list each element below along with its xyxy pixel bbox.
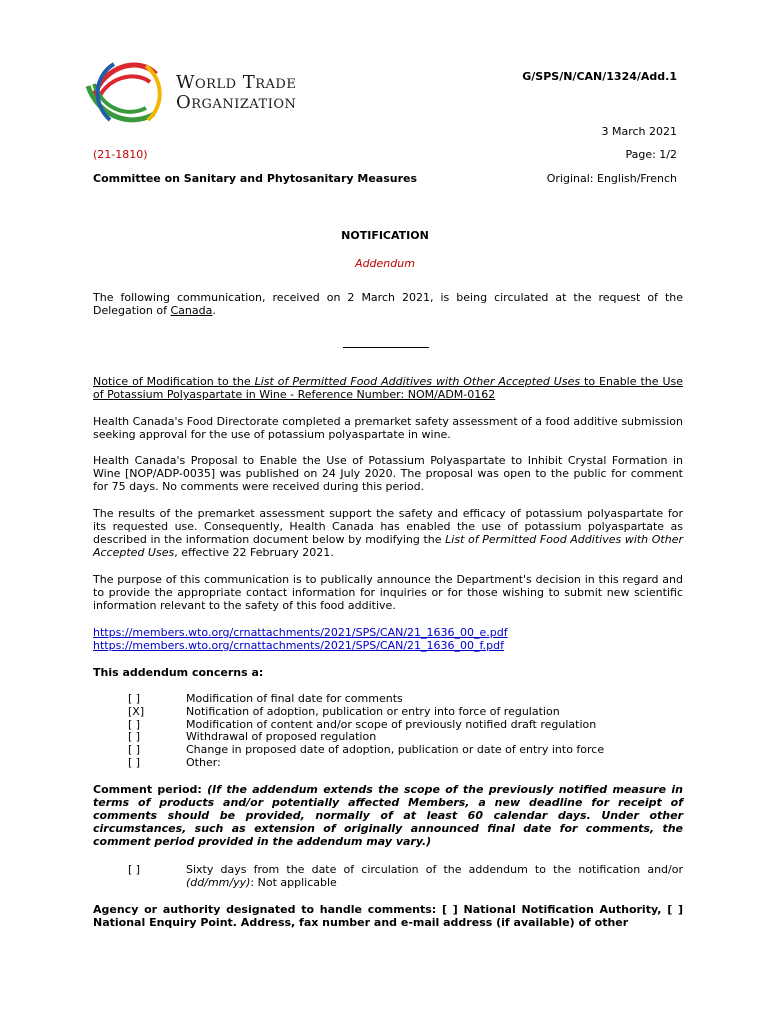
intro-end: . — [212, 304, 216, 317]
notice-suffix: to Enable the Use of Potassium Polyaspartate in Wine - Reference Number: NOM/ADM-0162 — [93, 375, 683, 401]
committee-name: Committee on Sanitary and Phytosanitary Measures — [93, 172, 418, 185]
checkbox: [ ] — [128, 743, 141, 757]
page-title: NOTIFICATION — [341, 229, 429, 242]
notice-prefix: Notice of Modification to the — [93, 375, 255, 388]
document-symbol: G/SPS/N/CAN/1324/Add.1 — [522, 70, 677, 83]
page-subtitle: Addendum — [355, 257, 415, 270]
checklist-label: Modification of content and/or scope of previously notified draft regulation — [186, 717, 597, 731]
checkbox: [ ] — [128, 692, 141, 705]
checklist-item — [128, 757, 604, 770]
checklist-item — [128, 706, 604, 719]
agency-paragraph: Agency or authority designated to handle comments: [ ] National Notification Authority, [ ] National Enquiry Point. Address, fax number and e-mail address (if available) of other — [93, 903, 683, 929]
checkbox: [ ] — [128, 730, 141, 744]
checklist-label: Other: — [186, 755, 221, 769]
p3-end: , effective 22 February 2021. — [174, 546, 334, 559]
checklist-label: Notification of adoption, publication or entry into force of regulation — [186, 704, 560, 718]
org-name-line2: Organization — [176, 92, 297, 113]
sixty-days-label: Sixty days from the date of circulation of the addendum to the notification and/or — [186, 863, 683, 876]
body-paragraph-1: Health Canada's Food Directorate completed a premarket safety assessment of a food additive submission seeking approval for the use of potassium polyaspartate in wine. — [93, 415, 683, 441]
checklist-label: Modification of final date for comments — [186, 692, 403, 705]
checklist-label: Change in proposed date of adoption, publication or date of entry into force — [186, 743, 605, 757]
intro-paragraph — [93, 291, 683, 317]
checklist-label: Withdrawal of proposed regulation — [186, 730, 377, 744]
page-number: Page: 1/2 — [625, 148, 677, 161]
separator-line — [343, 347, 429, 348]
sixty-days-text — [186, 863, 683, 889]
notice-list-name: List of Permitted Food Additives with Other Accepted Uses — [254, 375, 581, 388]
intro-text: The following communication, received on 2 March 2021, is being circulated at the request of the Delegation of — [93, 291, 683, 317]
comment-period-label: Comment period: — [93, 783, 208, 796]
p3-list-name: List of Permitted Food Additives with Other Accepted Uses — [93, 533, 683, 559]
attachment-links — [93, 626, 508, 652]
org-name — [176, 73, 296, 113]
body-paragraph-3 — [93, 507, 683, 559]
checkbox: [ ] — [128, 717, 141, 731]
body-paragraph-2: Health Canada's Proposal to Enable the Use of Potassium Polyaspartate to Inhibit Crystal Formation in Wine [NOP/ADP-0035] was published on 24 July 2020. The proposal was open to the public for comment for 75 days. No comments were received during this period. — [93, 454, 683, 493]
checkbox: [ ] — [128, 863, 141, 876]
original-language: Original: English/French — [546, 172, 677, 185]
checkbox: [ ] — [128, 755, 141, 769]
concerns-heading: This addendum concerns a: — [93, 666, 264, 679]
body-paragraph-4: The purpose of this communication is to publically announce the Department's decision in this regard and to provide the appropriate contact information for inquiries or for those wishing to submit new scientific information relevant to the safety of this food additive. — [93, 573, 683, 612]
checkbox: [X] — [128, 704, 145, 718]
document-date: 3 March 2021 — [601, 125, 677, 138]
document-number: (21-1810) — [93, 148, 148, 161]
comment-period-note: (If the addendum extends the scope of the previously notified measure in terms of products and/or potentially affected Members, a new deadline for receipt of comments should be provided, normally of at least 60 calendar days. Under other circumstances, such as extension of originally announced final date for comments, the comment period provided in the addendum may vary.) — [93, 783, 684, 848]
date-format: (dd/mm/yy) — [186, 876, 251, 889]
sixty-days-row — [128, 863, 683, 889]
sixty-days-value: : Not applicable — [250, 876, 337, 889]
wto-emblem-icon — [84, 56, 174, 132]
p3-text: The results of the premarket assessment support the safety and efficacy of potassium polyaspartate for its requested use. Consequently, Health Canada has enabled the use of potassium polyaspartate as described in the information document below by modifying the — [93, 507, 683, 546]
comment-period — [93, 783, 683, 848]
checklist-item — [128, 693, 604, 706]
attachment-link-french[interactable]: https://members.wto.org/crnattachments/2021/SPS/CAN/21_1636_00_f.pdf — [93, 639, 504, 652]
intro-country: Canada — [170, 304, 213, 317]
org-name-line1: World Trade — [176, 72, 297, 93]
notice-title — [93, 375, 683, 401]
attachment-link-english[interactable]: https://members.wto.org/crnattachments/2021/SPS/CAN/21_1636_00_e.pdf — [93, 626, 508, 639]
concerns-checklist — [128, 693, 604, 770]
